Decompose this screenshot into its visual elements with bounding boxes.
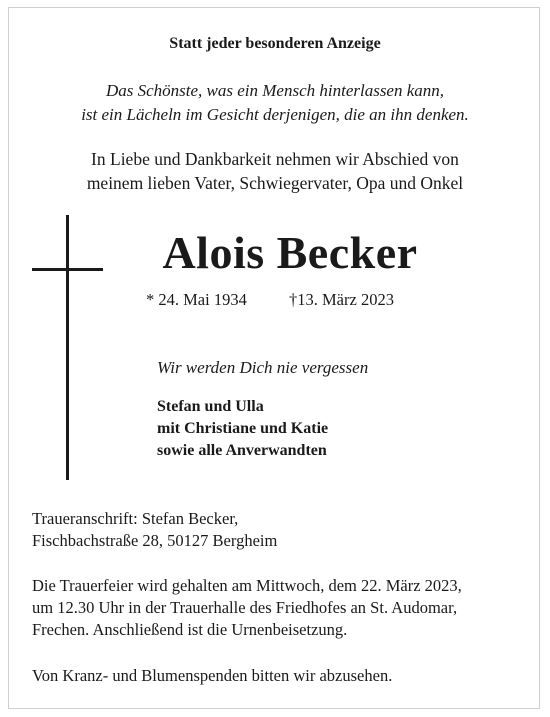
address-line: Traueranschrift: Stefan Becker, (32, 509, 239, 528)
motto: Wir werden Dich nie vergessen (157, 358, 369, 377)
signer-line: Stefan und Ulla (157, 398, 264, 415)
birth-date: * 24. Mai 1934 (146, 290, 247, 309)
funeral-line: Die Trauerfeier wird gehalten am Mittwoch, dem 22. März 2023, (32, 576, 462, 595)
quote-line: ist ein Lächeln im Gesicht derjenigen, die an ihn denken. (81, 105, 469, 124)
cross-icon (66, 215, 69, 480)
deceased-name: Alois Becker (162, 227, 418, 278)
funeral-details (32, 575, 532, 641)
intro-line: meinem lieben Vater, Schwiegervater, Opa und Onkel (86, 173, 464, 193)
quote-line: Das Schönste, was ein Mensch hinterlassen kann, (105, 81, 445, 100)
signer-line: mit Christiane und Katie (157, 420, 329, 437)
signer-line: sowie alle Anverwandten (157, 442, 327, 459)
death-date: †13. März 2023 (289, 290, 394, 309)
signers (157, 396, 328, 462)
funeral-line: Frechen. Anschließend ist die Urnenbeisetzung. (32, 620, 348, 639)
intro-line: In Liebe und Dankbarkeit nehmen wir Abschied von (91, 149, 459, 169)
notice-header: Statt jeder besonderen Anzeige (169, 35, 381, 52)
funeral-line: um 12.30 Uhr in der Trauerhalle des Friedhofes an St. Audomar, (32, 598, 458, 617)
mourning-address (32, 508, 532, 552)
intro-text (0, 147, 550, 195)
address-line: Fischbachstraße 28, 50127 Bergheim (32, 531, 278, 550)
cross-icon-bar (32, 268, 103, 271)
memorial-quote (0, 79, 550, 127)
closing-note: Von Kranz- und Blumenspenden bitten wir abzusehen. (32, 666, 393, 685)
